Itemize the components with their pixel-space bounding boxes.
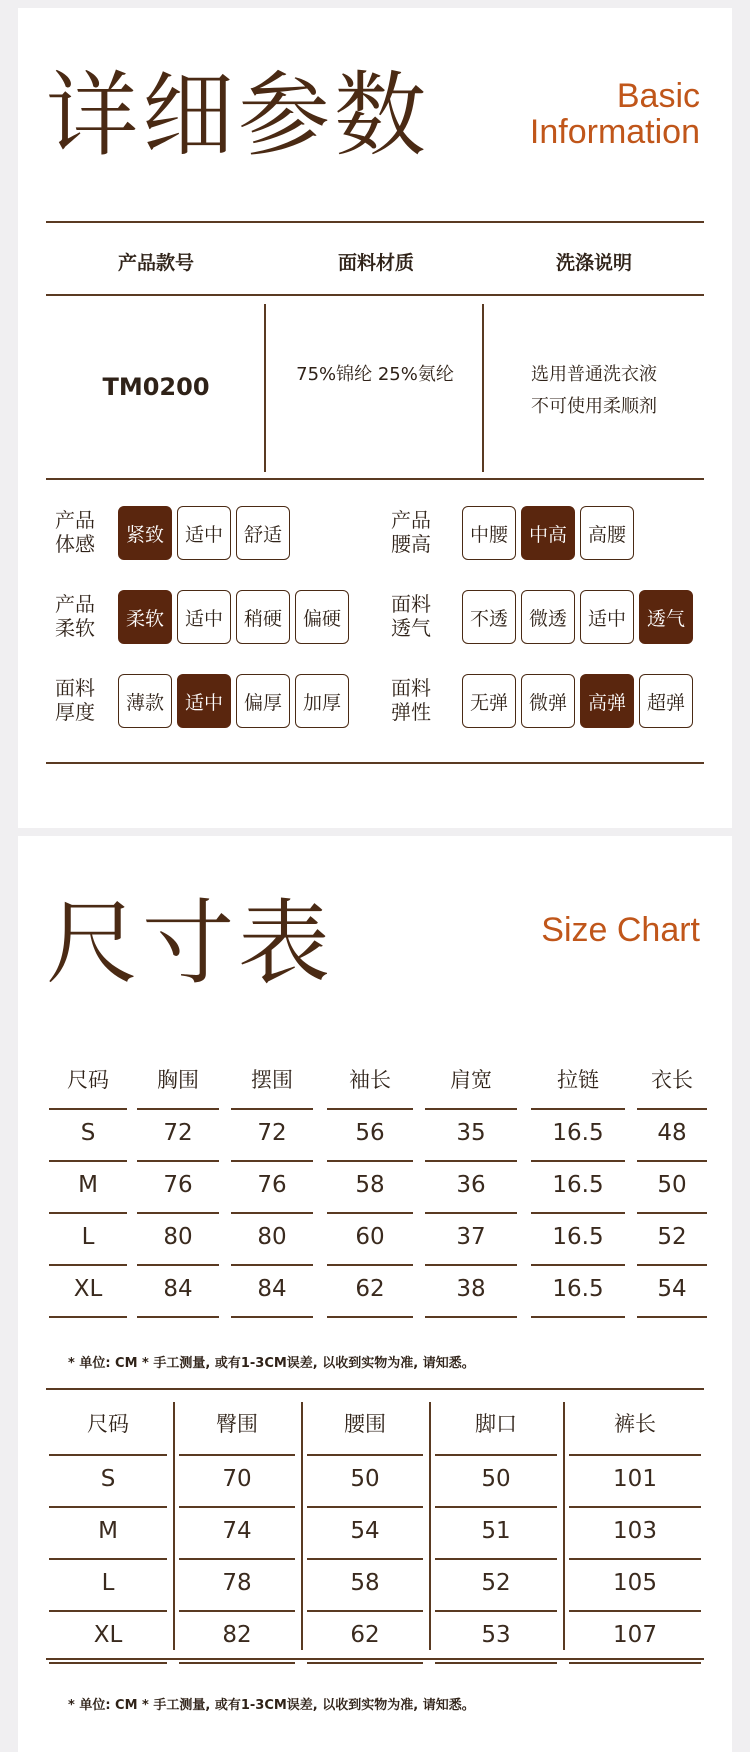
table-header-cell: 脚口 [475, 1412, 517, 1436]
size-label: L [101, 1570, 115, 1596]
header-fabric: 面料材质 [337, 252, 414, 274]
divider [46, 1388, 704, 1390]
row-divider [637, 1108, 707, 1110]
option-high-waist: 高腰 [580, 506, 634, 560]
attribute-label-line: 弹性 [391, 700, 431, 724]
attribute-label-line: 面料 [391, 676, 431, 700]
table-header-cell: 衣长 [651, 1068, 693, 1092]
row-divider [637, 1212, 707, 1214]
attribute-label-line: 腰高 [391, 532, 431, 556]
attribute-label-line: 厚度 [55, 700, 95, 724]
row-divider [531, 1316, 625, 1318]
option-soft: 柔软 [118, 590, 172, 644]
row-divider [49, 1558, 167, 1560]
row-divider [637, 1316, 707, 1318]
row-divider [435, 1610, 557, 1612]
table-cell: 50 [657, 1172, 687, 1198]
size-label: S [80, 1120, 96, 1146]
column-divider [173, 1402, 175, 1650]
table-header-cell: 拉链 [557, 1068, 599, 1092]
table-cell: 70 [222, 1466, 252, 1492]
size-label: XL [93, 1622, 123, 1648]
divider [46, 294, 704, 296]
row-divider [231, 1264, 313, 1266]
option-slightly-breathable: 微透 [521, 590, 575, 644]
option-mid-high: 中高 [521, 506, 575, 560]
option-slight-stretch: 微弹 [521, 674, 575, 728]
row-divider [327, 1316, 413, 1318]
row-divider [137, 1160, 219, 1162]
option-stiff: 偏硬 [295, 590, 349, 644]
table-cell: 82 [222, 1622, 252, 1648]
table-cell: 78 [222, 1570, 252, 1596]
divider [46, 221, 704, 223]
table-cell: 51 [481, 1518, 511, 1544]
row-divider [49, 1610, 167, 1612]
attribute-label-line: 产品 [391, 508, 431, 532]
column-divider [301, 1402, 303, 1650]
table-header-cell: 胸围 [157, 1068, 199, 1092]
row-divider [435, 1662, 557, 1664]
row-divider [231, 1108, 313, 1110]
table-cell: 54 [350, 1518, 380, 1544]
row-divider [531, 1264, 625, 1266]
table-cell: 84 [257, 1276, 287, 1302]
measurement-note-2: * 单位: CM * 手工测量, 或有1-3CM误差, 以收到实物为准, 请知悉。 [68, 1698, 475, 1713]
size-chart-card [18, 836, 732, 1752]
row-divider [327, 1108, 413, 1110]
row-divider [179, 1558, 295, 1560]
table-cell: 72 [257, 1120, 287, 1146]
fabric-material: 75%锦纶 25%氨纶 [296, 364, 454, 385]
table-cell: 36 [456, 1172, 486, 1198]
row-divider [307, 1662, 423, 1664]
row-divider [231, 1212, 313, 1214]
row-divider [425, 1264, 517, 1266]
basic-info-card [18, 8, 732, 828]
attribute-label [386, 676, 436, 724]
table-cell: 16.5 [552, 1172, 604, 1198]
attribute-label-line: 面料 [55, 676, 95, 700]
size-label: S [100, 1466, 116, 1492]
table-cell: 58 [355, 1172, 385, 1198]
table-cell: 48 [657, 1120, 687, 1146]
row-divider [137, 1212, 219, 1214]
table-cell: 58 [350, 1570, 380, 1596]
option-thin: 薄款 [118, 674, 172, 728]
row-divider [179, 1506, 295, 1508]
table-header-cell: 尺码 [67, 1068, 109, 1092]
divider [46, 762, 704, 764]
table-cell: 50 [481, 1466, 511, 1492]
table-header-cell: 摆围 [251, 1068, 293, 1092]
row-divider [49, 1212, 127, 1214]
basic-info-en-title [530, 78, 700, 150]
table-header-cell: 裤长 [614, 1412, 656, 1436]
attribute-label-line: 体感 [55, 532, 95, 556]
row-divider [569, 1506, 701, 1508]
table-cell: 53 [481, 1622, 511, 1648]
table-cell: 105 [613, 1570, 657, 1596]
divider [46, 478, 704, 480]
row-divider [569, 1454, 701, 1456]
attribute-label [50, 508, 100, 556]
row-divider [307, 1610, 423, 1612]
table-cell: 54 [657, 1276, 687, 1302]
basic-info-title: 详细参数 [46, 62, 431, 169]
table-header-cell: 腰围 [344, 1412, 386, 1436]
row-divider [179, 1454, 295, 1456]
attribute-label-line: 产品 [55, 592, 95, 616]
column-divider [482, 304, 484, 472]
option-high-stretch: 高弹 [580, 674, 634, 728]
row-divider [327, 1212, 413, 1214]
row-divider [49, 1160, 127, 1162]
row-divider [137, 1264, 219, 1266]
size-chart-title: 尺寸表 [46, 890, 335, 997]
table-cell: 38 [456, 1276, 486, 1302]
attribute-label [50, 676, 100, 724]
column-divider [563, 1402, 565, 1650]
table-cell: 16.5 [552, 1276, 604, 1302]
row-divider [179, 1610, 295, 1612]
row-divider [435, 1454, 557, 1456]
attribute-label [386, 508, 436, 556]
table-header-cell: 袖长 [349, 1068, 391, 1092]
row-divider [531, 1160, 625, 1162]
table-cell: 80 [163, 1224, 193, 1250]
row-divider [231, 1160, 313, 1162]
row-divider [179, 1662, 295, 1664]
table-cell: 72 [163, 1120, 193, 1146]
table-cell: 56 [355, 1120, 385, 1146]
row-divider [307, 1558, 423, 1560]
option-thick: 偏厚 [236, 674, 290, 728]
model-number: TM0200 [102, 373, 210, 401]
option-slightly-stiff: 稍硬 [236, 590, 290, 644]
row-divider [637, 1264, 707, 1266]
table-cell: 76 [257, 1172, 287, 1198]
option-extra-thick: 加厚 [295, 674, 349, 728]
row-divider [49, 1506, 167, 1508]
size-label: XL [73, 1276, 103, 1302]
measurement-note: * 单位: CM * 手工测量, 或有1-3CM误差, 以收到实物为准, 请知悉。 [68, 1356, 475, 1371]
table-cell: 37 [456, 1224, 486, 1250]
option-no-stretch: 无弹 [462, 674, 516, 728]
attribute-label-line: 柔软 [55, 616, 95, 640]
table-cell: 52 [481, 1570, 511, 1596]
divider [46, 1658, 704, 1660]
row-divider [425, 1108, 517, 1110]
row-divider [49, 1264, 127, 1266]
attribute-label-line: 产品 [55, 508, 95, 532]
size-label: M [78, 1172, 98, 1198]
option-medium: 适中 [177, 674, 231, 728]
row-divider [569, 1610, 701, 1612]
table-cell: 35 [456, 1120, 486, 1146]
wash-instruction-1: 选用普通洗衣液 [531, 364, 657, 385]
option-medium: 适中 [177, 590, 231, 644]
column-divider [429, 1402, 431, 1650]
attribute-label [386, 592, 436, 640]
row-divider [569, 1558, 701, 1560]
option-not-breathable: 不透 [462, 590, 516, 644]
table-cell: 76 [163, 1172, 193, 1198]
option-comfy: 舒适 [236, 506, 290, 560]
header-wash: 洗涤说明 [555, 252, 632, 274]
size-label: M [98, 1518, 118, 1544]
row-divider [425, 1212, 517, 1214]
row-divider [425, 1316, 517, 1318]
en-title-line1: Basic [616, 77, 700, 115]
attribute-label-line: 面料 [391, 592, 431, 616]
row-divider [569, 1662, 701, 1664]
header-model: 产品款号 [117, 252, 194, 274]
table-cell: 62 [350, 1622, 380, 1648]
option-medium: 适中 [177, 506, 231, 560]
table-header-cell: 尺码 [87, 1412, 129, 1436]
table-cell: 60 [355, 1224, 385, 1250]
attribute-label-line: 透气 [391, 616, 431, 640]
option-tight: 紧致 [118, 506, 172, 560]
table-cell: 16.5 [552, 1120, 604, 1146]
table-cell: 84 [163, 1276, 193, 1302]
option-super-stretch: 超弹 [639, 674, 693, 728]
table-header-cell: 肩宽 [450, 1068, 492, 1092]
option-medium: 适中 [580, 590, 634, 644]
table-cell: 50 [350, 1466, 380, 1492]
row-divider [637, 1160, 707, 1162]
row-divider [435, 1506, 557, 1508]
table-cell: 74 [222, 1518, 252, 1544]
row-divider [49, 1454, 167, 1456]
size-label: L [81, 1224, 95, 1250]
table-cell: 103 [613, 1518, 657, 1544]
table-cell: 62 [355, 1276, 385, 1302]
attribute-label [50, 592, 100, 640]
row-divider [531, 1212, 625, 1214]
row-divider [307, 1506, 423, 1508]
wash-instruction-2: 不可使用柔顺剂 [531, 396, 657, 417]
row-divider [425, 1160, 517, 1162]
row-divider [137, 1108, 219, 1110]
row-divider [231, 1316, 313, 1318]
table-cell: 52 [657, 1224, 687, 1250]
option-breathable: 透气 [639, 590, 693, 644]
row-divider [435, 1558, 557, 1560]
table-cell: 107 [613, 1622, 657, 1648]
row-divider [137, 1316, 219, 1318]
table-header-cell: 臀围 [216, 1412, 258, 1436]
option-mid-waist: 中腰 [462, 506, 516, 560]
row-divider [49, 1108, 127, 1110]
row-divider [531, 1108, 625, 1110]
size-chart-en-title: Size Chart [541, 911, 700, 949]
en-title-line2: Information [529, 113, 700, 151]
row-divider [49, 1662, 167, 1664]
row-divider [327, 1160, 413, 1162]
table-cell: 80 [257, 1224, 287, 1250]
row-divider [307, 1454, 423, 1456]
row-divider [327, 1264, 413, 1266]
table-cell: 101 [613, 1466, 657, 1492]
table-cell: 16.5 [552, 1224, 604, 1250]
row-divider [49, 1316, 127, 1318]
